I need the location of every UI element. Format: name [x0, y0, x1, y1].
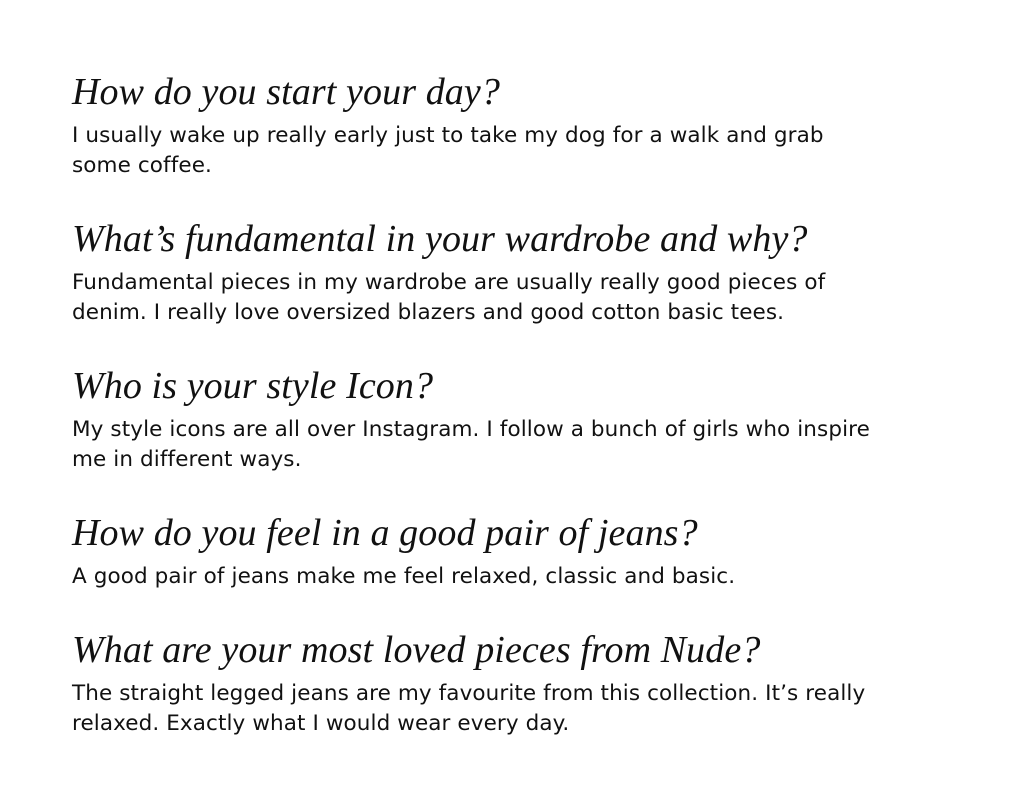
question-heading: How do you start your day?	[72, 71, 500, 113]
question-heading: How do you feel in a good pair of jeans?	[72, 512, 698, 554]
answer-line: Fundamental pieces in my wardrobe are usually really good pieces of	[72, 270, 826, 295]
answer-text	[72, 415, 892, 475]
answer-text	[72, 121, 892, 181]
answer-text	[72, 679, 892, 739]
qa-item-style-icon	[72, 364, 892, 475]
answer-line: My style icons are all over Instagram. I follow a bunch of girls who inspire	[72, 417, 870, 442]
answer-line: The straight legged jeans are my favourite from this collection. It’s really	[72, 681, 866, 706]
answer-line: me in different ways.	[72, 447, 302, 472]
answer-line: A good pair of jeans make me feel relaxed, classic and basic.	[72, 564, 736, 589]
answer-line: I usually wake up really early just to take my dog for a walk and grab	[72, 123, 824, 148]
interview-qa-list	[72, 70, 892, 739]
qa-item-loved-pieces	[72, 628, 892, 739]
answer-line: relaxed. Exactly what I would wear every day.	[72, 711, 570, 736]
answer-line: some coffee.	[72, 153, 212, 178]
answer-text	[72, 562, 892, 592]
question-heading: What’s fundamental in your wardrobe and why?	[72, 218, 808, 260]
answer-text	[72, 268, 892, 328]
question-heading: Who is your style Icon?	[72, 365, 434, 407]
qa-item-jeans-feeling	[72, 511, 892, 592]
answer-line: denim. I really love oversized blazers and good cotton basic tees.	[72, 300, 785, 325]
question-heading: What are your most loved pieces from Nude?	[72, 629, 761, 671]
qa-item-wardrobe	[72, 217, 892, 328]
qa-item-start-day	[72, 70, 892, 181]
